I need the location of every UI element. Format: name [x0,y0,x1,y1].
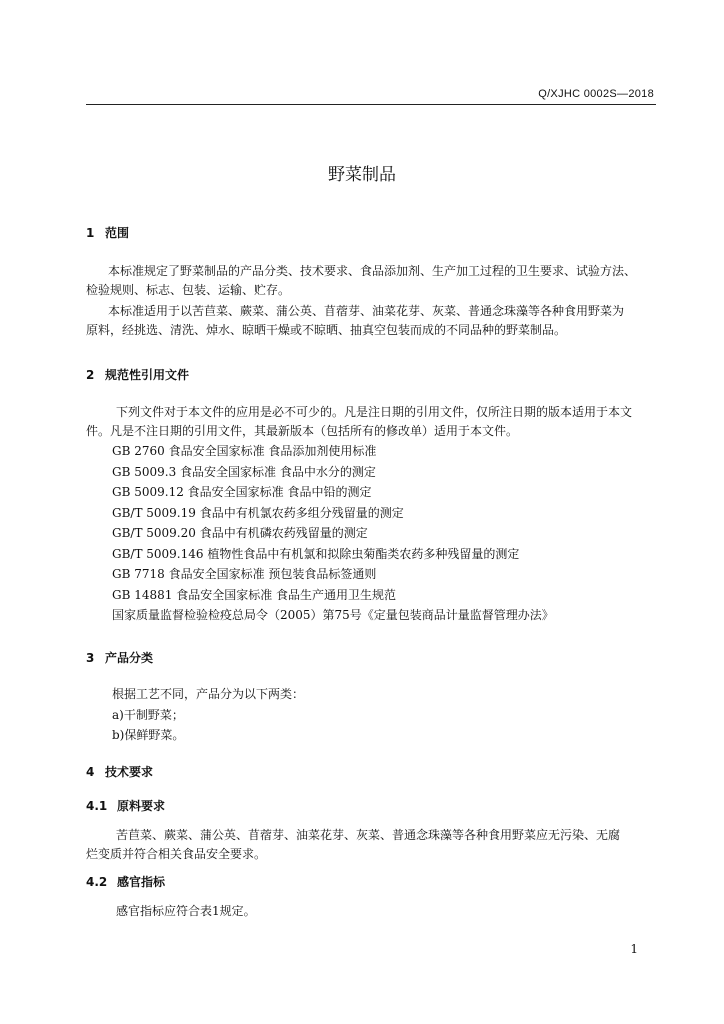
text-line: 本标准适用于以苦苣菜、蕨菜、蒲公英、苜蓿芽、油菜花芽、灰菜、普通念珠藻等各种食用野菜为 [108,304,625,318]
section-title: 原料要求 [117,799,166,813]
page-title: 野菜制品 [328,165,396,185]
section-1-paragraph-2 [86,302,658,340]
page-number: 1 [630,942,638,956]
section-number: 1 [86,226,95,240]
reference-item: GB/T 5009.19 食品中有机氯农药多组分残留量的测定 [112,505,404,520]
section-4-1-paragraph-1 [86,826,658,864]
product-classification-list [112,684,662,746]
text-line: 检验规则、标志、包装、运输、贮存。 [86,283,291,297]
section-number: 2 [86,368,95,382]
reference-item: GB 5009.3 食品安全国家标准 食品中水分的测定 [112,464,376,479]
section-title: 产品分类 [105,651,154,665]
text-line: 下列文件对于本文件的应用是必不可少的。凡是注日期的引用文件，仅所注日期的版本适用于本文 [116,405,633,419]
text-line: 原料，经挑选、清洗、焯水、晾晒干燥或不晾晒、抽真空包装而成的不同品种的野菜制品。 [86,323,567,337]
section-4-2-paragraph-1 [86,902,658,921]
reference-item: GB 7718 食品安全国家标准 预包装食品标签通则 [112,567,377,581]
section-1-heading [86,224,129,241]
reference-item: GB/T 5009.146 植物性食品中有机氯和拟除虫菊酯类农药多种残留量的测定 [112,546,520,561]
section-number: 4.2 [86,875,108,889]
section-title: 规范性引用文件 [105,368,190,382]
reference-item: GB 5009.12 食品安全国家标准 食品中铅的测定 [112,485,372,499]
section-3-heading [86,649,153,666]
section-2-paragraph-1 [86,403,658,441]
classification-item: a)干制野菜； [112,707,184,722]
text-line: 烂变质并符合相关食品安全要求。 [86,847,267,861]
section-number: 3 [86,651,95,665]
text-line: 件。凡是不注日期的引用文件，其最新版本（包括所有的修改单）适用于本文件。 [86,424,519,438]
section-number: 4.1 [86,799,108,813]
section-title: 技术要求 [105,765,154,779]
section-title: 感官指标 [117,875,166,889]
section-4-heading [86,763,153,780]
section-title: 范围 [105,226,130,240]
section-4-2-heading [86,873,165,890]
section-4-1-heading [86,797,165,814]
text-line: 本标准规定了野菜制品的产品分类、技术要求、食品添加剂、生产加工过程的卫生要求、试验方法、 [108,264,637,278]
text-line: 感官指标应符合表1规定。 [116,904,256,918]
normative-references-list [112,441,662,626]
section-number: 4 [86,765,95,779]
classification-item: 根据工艺不同，产品分为以下两类： [112,687,305,701]
text-line: 苦苣菜、蕨菜、蒲公英、苜蓿芽、油菜花芽、灰菜、普通念珠藻等各种食用野菜应无污染、无腐 [116,828,621,842]
reference-item: 国家质量监督检验检疫总局令（2005）第75号《定量包装商品计量监督管理办法》 [112,608,554,622]
reference-item: GB 2760 食品安全国家标准 食品添加剂使用标准 [112,444,377,458]
section-1-paragraph-1 [86,262,658,300]
document-code: Q/XJHC 0002S—2018 [538,88,654,100]
reference-item: GB 14881 食品安全国家标准 食品生产通用卫生规范 [112,587,397,602]
section-2-heading [86,366,189,383]
reference-item: GB/T 5009.20 食品中有机磷农药残留量的测定 [112,526,368,540]
classification-item: b)保鲜野菜。 [112,728,185,742]
header-rule [86,104,656,105]
